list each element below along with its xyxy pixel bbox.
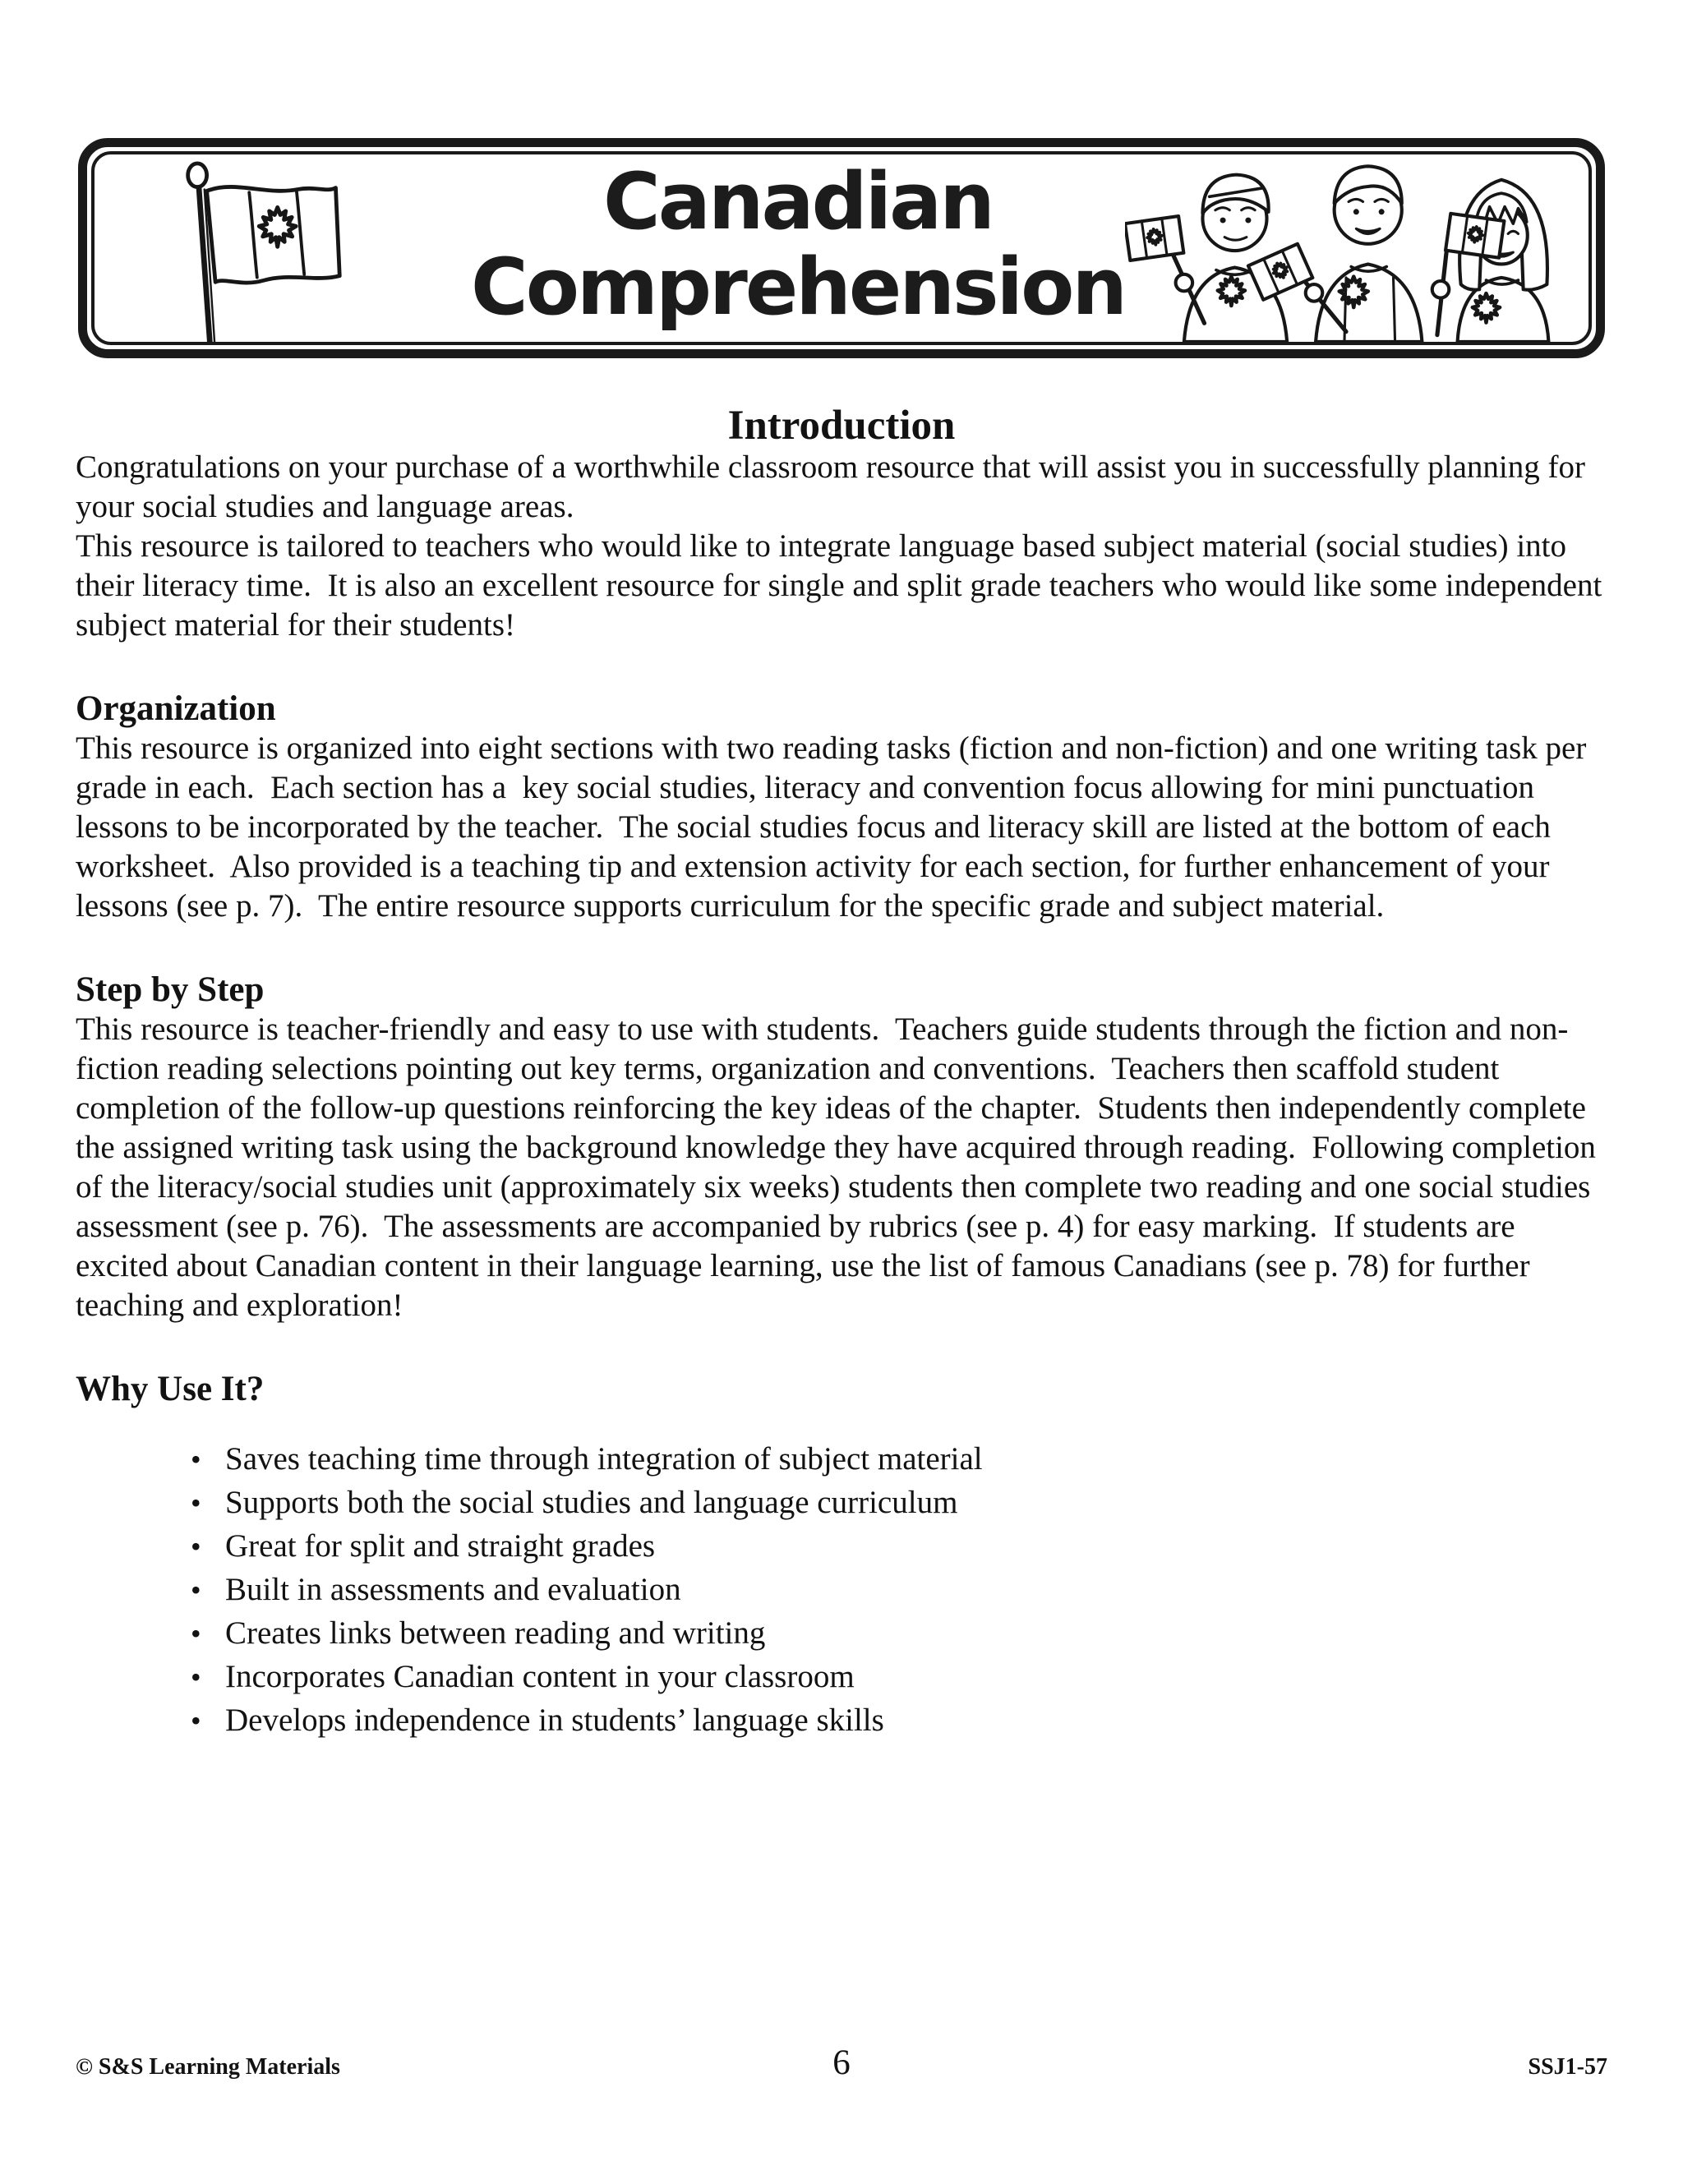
section-body-step-by-step: This resource is teacher-friendly and easy to use with students. Teachers guide students through the fiction and non-fiction reading selections pointing out key terms, organization and conventions. Teachers then scaffold student completion of the follow-up questions reinforcing the key ideas of the chapter. Students then independently complete the assigned writing task using the background knowledge they have acquired through reading. Following completion of the literacy/social studies unit (approximately six weeks) students then complete two reading and one social studies assessment (see p. 76). The assessments are accompanied by rubrics (see p. 4) for easy marking. If students are excited about Canadian content in their language learning, use the list of famous Canadians (see p. 78) for further teaching and exploration! <box>76 1011 1604 1323</box>
title-banner <box>78 138 1605 358</box>
canada-flag-icon <box>109 158 471 345</box>
page-title: Introduction <box>727 403 956 449</box>
section-heading-why-use-it: Why Use It? <box>76 1370 265 1408</box>
book-title-line1: Canadian <box>603 157 993 248</box>
section-body-organization: This resource is organized into eight sections with two reading tasks (fiction and non-fiction) and one writing task per grade in each. Each section has a key social studies, literacy and convention focus allowing for mini punctuation lessons to be incorporated by the teacher. The social studies focus and literacy skill are listed at the bottom of each worksheet. Also provided is a teaching tip and extension activity for each section, for further enhancement of your lessons (see p. 7). The entire resource supports curriculum for the specific grade and subject material. <box>76 730 1595 924</box>
benefit-item: • Creates links between reading and writing <box>191 1611 1607 1655</box>
title-banner-inner-frame <box>91 151 1592 345</box>
children-with-flags-illustration <box>1125 158 1592 342</box>
benefit-item: • Incorporates Canadian content in your classroom <box>191 1655 1607 1698</box>
benefit-item: • Saves teaching time through integration of subject material <box>191 1437 1607 1481</box>
book-title-line2: Comprehension <box>471 242 1125 333</box>
page-footer <box>76 2043 1607 2083</box>
book-title <box>471 157 1125 333</box>
benefit-item: • Built in assessments and evaluation <box>191 1568 1607 1611</box>
intro-paragraph-2: This resource is tailored to teachers who would like to integrate language based subject material (social studies) into their literacy time. It is also an excellent resource for single and split grade teachers who would like some independent subject material for their students! <box>76 528 1611 643</box>
product-code: SSJ1-57 <box>1528 2054 1607 2080</box>
benefit-item: • Great for split and straight grades <box>191 1524 1607 1568</box>
copyright-text: © S&S Learning Materials <box>76 2054 340 2080</box>
page-number: 6 <box>832 2043 851 2082</box>
page-body <box>76 374 1611 1742</box>
benefit-item: • Supports both the social studies and language curriculum <box>191 1481 1607 1524</box>
intro-paragraph-1: Congratulations on your purchase of a worthwhile classroom resource that will assist you in successfully planning for your social studies and language areas. <box>76 449 1593 524</box>
section-heading-organization: Organization <box>76 689 276 728</box>
benefit-item: • Develops independence in students’ language skills <box>191 1698 1607 1742</box>
section-heading-step-by-step: Step by Step <box>76 970 265 1009</box>
benefits-list <box>76 1437 1607 1742</box>
